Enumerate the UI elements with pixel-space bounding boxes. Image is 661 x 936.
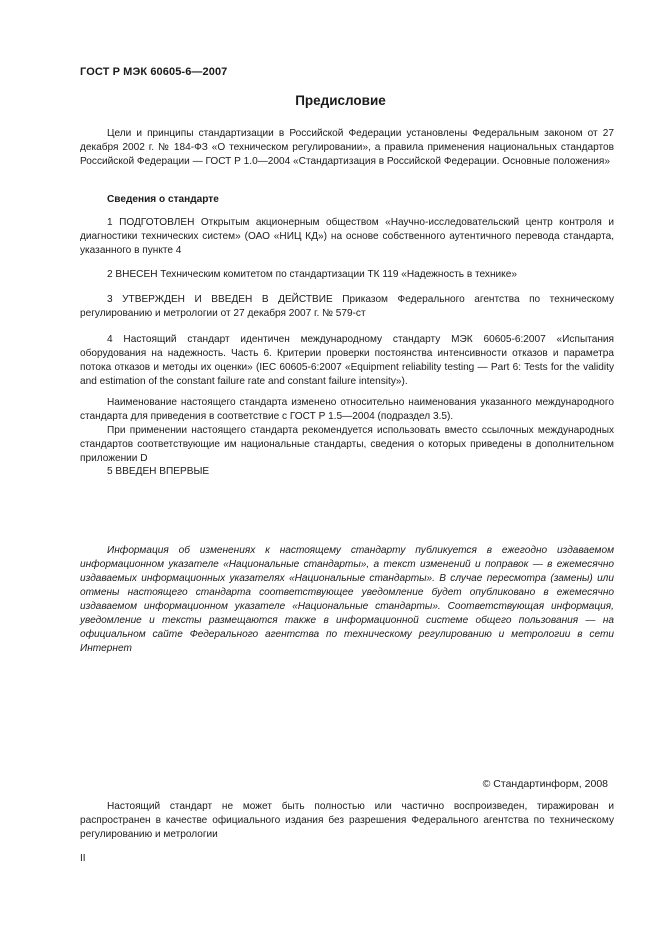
item-5: 5 ВВЕДЕН ВПЕРВЫЕ bbox=[107, 466, 210, 477]
copyright: © Стандартинформ, 2008 bbox=[482, 778, 608, 790]
reproduction-notice: Настоящий стандарт не может быть полностью или частично воспроизведен, тиражирован и распространен в качестве официального издания без разрешения Федерального агентства по техническому регулированию и метрологии bbox=[80, 801, 614, 840]
item-3: 3 УТВЕРЖДЕН И ВВЕДЕН В ДЕЙСТВИЕ Приказом Федерального агентства по техническому регулированию и метрологии от 27 декабря 2007 г. № 579-ст bbox=[80, 294, 614, 319]
item-2: 2 ВНЕСЕН Техническим комитетом по стандартизации ТК 119 «Надежность в технике» bbox=[107, 269, 517, 280]
item-4-note-references: При применении настоящего стандарта рекомендуется использовать вместо ссылочных международных стандартов соответствующие им национальные стандарты, сведения о которых приведены в дополнительном приложении D bbox=[80, 425, 614, 464]
item-1: 1 ПОДГОТОВЛЕН Открытым акционерным обществом «Научно-исследовательский центр контроля и диагностики технических систем» (ОАО «НИЦ КД») на основе собственного аутентичного перевода стандарта, указанного в пункте 4 bbox=[80, 217, 614, 256]
changes-notice: Информация об изменениях к настоящему стандарту публикуется в ежегодно издаваемом информационном указателе «Национальные стандарты», а текст изменений и поправок — в ежемесячно издаваемых информационных указателях «Национальные стандарты». В случае пересмотра (замены) или отмены настоящего стандарта соответствующее уведомление будет опубликовано в ежемесячно издаваемом информационном указателе «Национальные стандарты». Соответствующая информация, уведомление и тексты размещаются также в информационной системе общего пользования — на официальном сайте Федерального агентства по техническому регулированию и метрологии в сети Интернет bbox=[80, 545, 614, 654]
intro-paragraph: Цели и принципы стандартизации в Российской Федерации установлены Федеральным законом от 27 декабря 2002 г. № 184-ФЗ «О техническом регулировании», а правила применения национальных стандартов Российской Федерации — ГОСТ Р 1.0—2004 «Стандартизация в Российской Федерации. Основные положения» bbox=[80, 128, 614, 167]
document-code: ГОСТ Р МЭК 60605-6—2007 bbox=[80, 66, 228, 78]
section-heading: Сведения о стандарте bbox=[107, 194, 219, 205]
item-4: 4 Настоящий стандарт идентичен международному стандарту МЭК 60605-6:2007 «Испытания оборудования на надежность. Часть 6. Критерии проверки постоянства интенсивности отказов и параметра потока отказов и методы их оценки» (IEC 60605-6:2007 «Equipment reliability testing — Part 6: Tests for the validity and estimation of the constant failure rate and constant failure intensity»). bbox=[80, 334, 614, 387]
item-4-note-title: Наименование настоящего стандарта изменено относительно наименования указанного международного стандарта для приведения в соответствие с ГОСТ Р 1.5—2004 (подраздел 3.5). bbox=[80, 397, 614, 422]
page-number: II bbox=[80, 853, 86, 864]
page-title: Предисловие bbox=[295, 93, 386, 108]
